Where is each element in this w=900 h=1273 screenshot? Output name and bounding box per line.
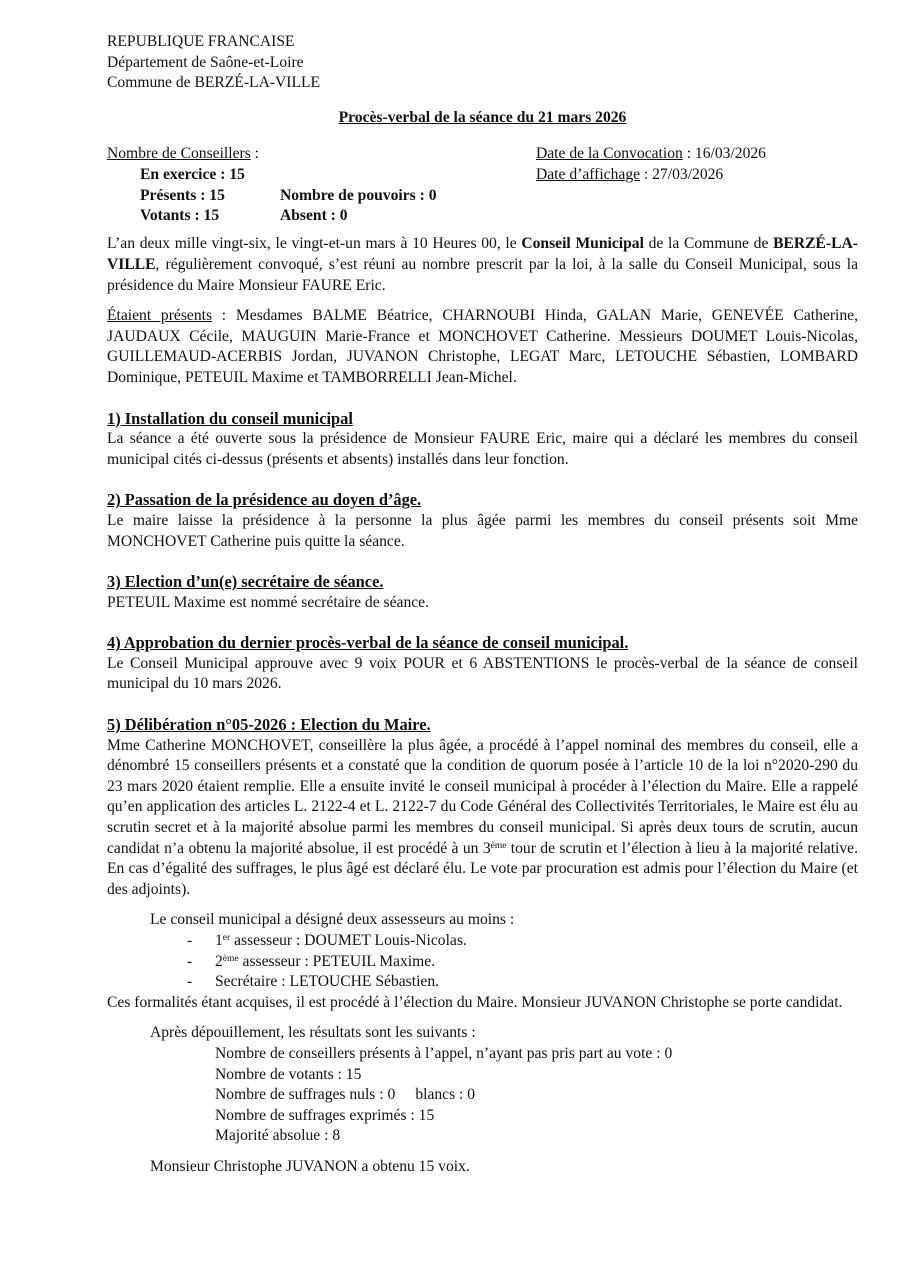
intro-bold-conseil: Conseil Municipal (521, 235, 644, 253)
header-republic: REPUBLIQUE FRANCAISE (107, 33, 295, 50)
attendance-stats (107, 144, 858, 226)
suffrages-nuls: Nombre de suffrages nuls : 0 (215, 1086, 396, 1104)
section-5-text (107, 736, 858, 901)
item-1-superscript: er (222, 933, 231, 943)
final-result: Monsieur Christophe JUVANON a obtenu 15 voix. (150, 1157, 470, 1175)
section-4-heading: 4) Approbation du dernier procès-verbal de la séance de conseil municipal. (107, 633, 629, 653)
result-line: Nombre de conseillers présents à l’appel, n’ayant pas pris part au vote : 0 (215, 1044, 673, 1062)
result-line (215, 1085, 858, 1106)
convocation-date: : 16/03/2026 (682, 145, 766, 163)
results-block (107, 1044, 858, 1147)
conseillers-colon: : (250, 145, 260, 163)
pouvoirs-count: Nombre de pouvoirs : 0 (280, 186, 437, 204)
result-line: Nombre de suffrages exprimés : 15 (215, 1106, 435, 1124)
formalites-paragraph: Ces formalités étant acquises, il est procédé à l’élection du Maire. Monsieur JUVANON Christophe se porte candidat. (107, 993, 843, 1011)
document-title: Procès-verbal de la séance du 21 mars 2026 (338, 108, 627, 126)
section-1-heading: 1) Installation du conseil municipal (107, 408, 353, 428)
intro-text-3: , régulièrement convoqué, s’est réuni au nombre prescrit par la loi, à la salle du Conseil Municipal, sous la présidence du Maire Monsieur FAURE Eric. (107, 255, 858, 294)
intro-text-1: L’an deux mille vingt-six, le vingt-et-un mars à 10 Heures 00, le (107, 235, 522, 253)
intro-text-2: de la Commune de (643, 235, 774, 253)
list-item (187, 972, 858, 993)
stats-left-column (107, 144, 527, 226)
presents-row (107, 186, 527, 207)
section-5-superscript: ème (490, 840, 507, 851)
item-2-number: 2 (215, 952, 223, 970)
section-4-text: Le Conseil Municipal approuve avec 9 voix POUR et 6 ABSTENTIONS le procès-verbal de la séance de conseil municipal du 10 mars 2026. (107, 654, 858, 693)
result-line: Nombre de votants : 15 (215, 1065, 362, 1083)
document-header (107, 32, 858, 94)
results-intro: Après dépouillement, les résultats sont les suivants : (150, 1024, 476, 1042)
item-1-text: assesseur : DOUMET Louis-Nicolas. (230, 932, 467, 949)
item-1-number: 1 (215, 932, 223, 949)
votants-row (107, 206, 527, 227)
presents-paragraph (107, 306, 858, 388)
votants-count: Votants : 15 (140, 207, 220, 225)
section-1-text: La séance a été ouverte sous la présidence de Monsieur FAURE Eric, maire qui a déclaré les membres du conseil municipal cités ci-dessus (présents et absents) installés dans leur fonction. (107, 430, 858, 468)
list-item (187, 931, 858, 952)
section-2-heading: 2) Passation de la présidence au doyen d’âge. (107, 490, 422, 510)
item-2-superscript: ème (222, 953, 239, 964)
section-5-text-a: Mme Catherine MONCHOVET, conseillère la plus âgée, a procédé à l’appel nominal des membres du conseil, elle a dénombré 15 conseillers présents et a constaté que la condition de quorum posée à l’article 10 de la loi n°2020-290 du 23 mars 2020 étaient remplie. Elle a ensuite invité le conseil municipal à procéder à l’élection du Maire. Elle a rappelé qu’en application des articles L. 2122-4 et L. 2122-7 du Code Général des Collectivités Territoriales, le Maire est élu au scrutin secret et à la majorité absolue parmi les membres du conseil municipal. Si après deux tours de scrutin, aucun candidat n’a obtenu la majorité absolue, il est procédé à un 3 (107, 736, 858, 857)
convocation-label: Date de la Convocation (536, 145, 683, 163)
affichage-label: Date d’affichage (536, 165, 641, 183)
section-5-heading: 5) Délibération n°05-2026 : Election du Maire. (107, 715, 431, 735)
intro-bold-commune: BERZÉ-LA-VILLE (107, 235, 858, 273)
item-3-text: Secrétaire : LETOUCHE Sébastien. (215, 973, 440, 991)
list-item (187, 952, 858, 973)
absent-count: Absent : 0 (280, 207, 348, 225)
item-2-text: assesseur : PETEUIL Maxime. (238, 952, 436, 970)
en-exercice: En exercice : 15 (140, 165, 245, 183)
assesseurs-list (107, 931, 858, 993)
affichage-date: : 27/03/2026 (640, 165, 724, 183)
assesseurs-intro: Le conseil municipal a désigné deux assesseurs au moins : (150, 911, 515, 929)
conseillers-label: Nombre de Conseillers (107, 145, 251, 163)
suffrages-blancs: blancs : 0 (415, 1086, 476, 1104)
presents-count: Présents : 15 (140, 186, 225, 204)
result-line: Majorité absolue : 8 (215, 1127, 341, 1145)
section-2-text: Le maire laisse la présidence à la personne la plus âgée parmi les membres du conseil présents soit Mme MONCHOVET Catherine puis quitte la séance. (107, 511, 858, 550)
section-3-text: PETEUIL Maxime est nommé secrétaire de séance. (107, 593, 429, 611)
header-department: Département de Saône-et-Loire (107, 53, 304, 71)
presents-list: : Mesdames BALME Béatrice, CHARNOUBI Hinda, GALAN Marie, GENEVÉE Catherine, JAUDAUX Cécile, MAUGUIN Marie-France et MONCHOVET Catherine. Messieurs DOUMET Louis-Nicolas, GUILLEMAUD-ACERBIS Jordan, JUVANON Christophe, LEGAT Marc, LETOUCHE Sébastien, LOMBARD Dominique, PETEUIL Maxime et TAMBORRELLI Jean-Michel. (107, 307, 858, 386)
intro-paragraph (107, 234, 858, 296)
stats-right-column (536, 144, 766, 185)
section-3-heading: 3) Election d’un(e) secrétaire de séance. (107, 572, 384, 592)
section-5-text-b: tour de scrutin et l’élection à lieu à la majorité relative. En cas d’égalité des suffrages, le plus âgé est déclaré élu. Le vote par procuration est admis pour l’élection du Maire (et des adjoints). (107, 839, 858, 898)
header-commune: Commune de BERZÉ-LA-VILLE (107, 74, 321, 92)
presents-label: Étaient présents (107, 307, 213, 325)
